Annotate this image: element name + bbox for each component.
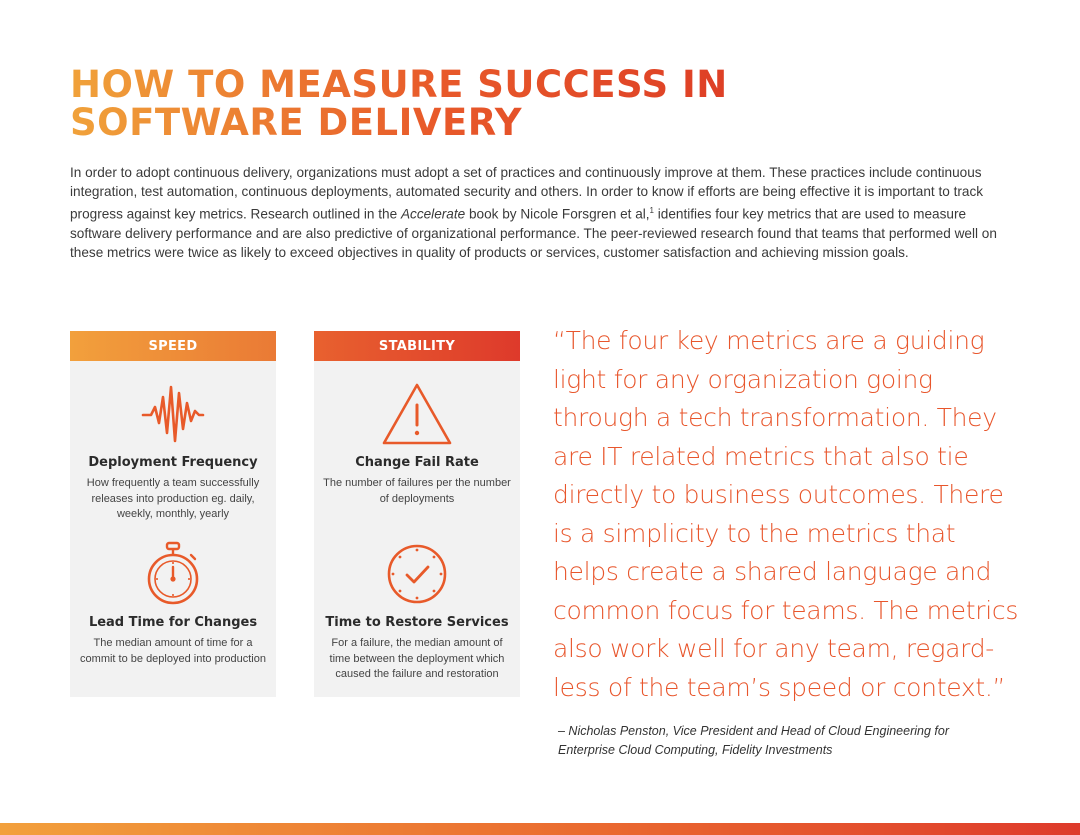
attribution-line-1: – Nicholas Penston, Vice President and Head of Cloud Engineering for [558, 724, 949, 738]
speed-header-label: SPEED [148, 338, 198, 354]
metric-title: Deployment Frequency [88, 455, 258, 470]
waveform-icon [141, 381, 205, 447]
metric-time-to-restore [314, 541, 520, 683]
metric-description: The number of failures per the number of deployments [323, 477, 511, 505]
page-title-line-2: SOFTWARE DELIVERY [70, 101, 523, 144]
quote-attribution [558, 722, 1028, 760]
stability-header [314, 331, 520, 361]
metric-description: How frequently a team successfully releases into production eg. daily, weekly, monthly, yearly [86, 477, 260, 520]
intro-book-title: Accelerate [400, 206, 466, 222]
speed-header [70, 331, 276, 361]
metric-change-fail-rate [314, 381, 520, 507]
metric-description: For a failure, the median amount of time between the deployment which caused the failure and restoration [329, 637, 505, 680]
speed-panel [70, 361, 276, 697]
intro-text-1: In order to adopt continuous delivery, organizations must adopt a set of practices and continuously improve at them. These practices include continuous integration, test automation, continuous deployments, automated security and others. In order to know if efforts are being effective it is important to track progress against key metrics. Research outlined in the [70, 165, 984, 222]
intro-text-2: book by Nicole Forsgren et al, [465, 206, 650, 222]
warning-icon [381, 381, 453, 447]
stopwatch-icon [143, 541, 203, 607]
metric-lead-time [70, 541, 276, 667]
clock-check-icon [384, 541, 450, 607]
metric-title: Change Fail Rate [355, 455, 479, 470]
intro-paragraph [70, 163, 1015, 263]
metric-deployment-frequency [70, 381, 276, 523]
intro-footnote: 1 [649, 206, 654, 216]
metric-description: The median amount of time for a commit to be deployed into production [80, 637, 266, 665]
stability-panel [314, 361, 520, 697]
page-title-line-1: HOW TO MEASURE SUCCESS IN [70, 63, 728, 106]
page-title [70, 63, 728, 144]
pull-quote: “The four key metrics are a guiding light for any organization going through a tech transformation. They are IT related metrics that also tie directly to business outcomes. There is a simplicity to the metrics that helps create a shared language and common focus for teams. The metrics also work well for any team, regard-less of the team’s speed or context.” [553, 326, 1019, 702]
stability-header-label: STABILITY [378, 338, 456, 354]
metric-title: Time to Restore Services [325, 615, 509, 630]
footer-gradient-bar [0, 823, 1080, 835]
intro-text-3: identifies four key metrics that are used to measure software delivery performance and are also predictive of organizational performance. The peer-reviewed research found that teams that performed well on these metrics were twice as likely to exceed objectives in quality of products or services, customer satisfaction and achieving mission goals. [70, 206, 997, 261]
attribution-line-2: Enterprise Cloud Computing, Fidelity Investments [558, 743, 833, 757]
metric-title: Lead Time for Changes [88, 615, 258, 630]
